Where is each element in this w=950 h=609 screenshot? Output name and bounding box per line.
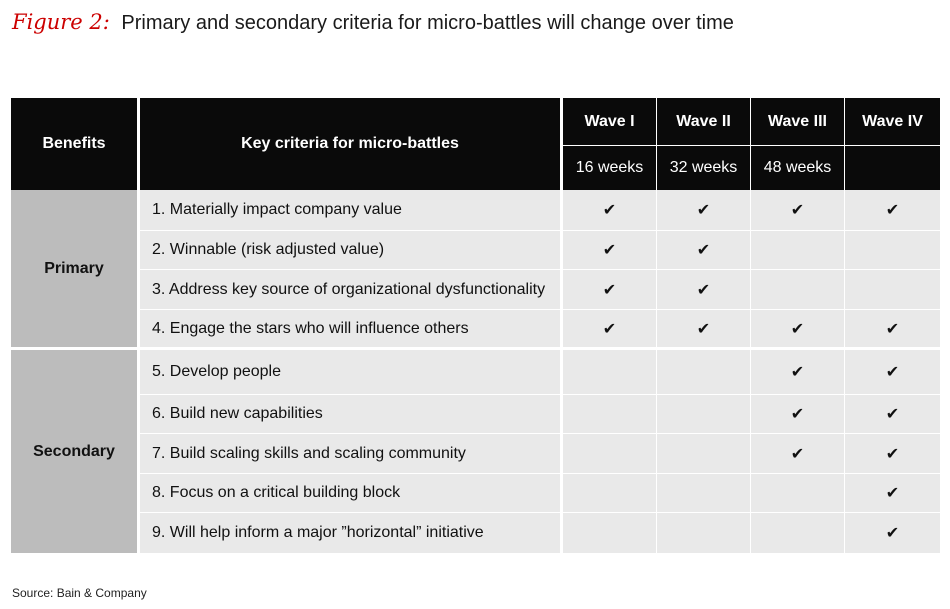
benefit-label-secondary: Secondary — [11, 350, 140, 553]
benefit-label-primary: Primary — [11, 190, 140, 350]
wave-1-cell — [563, 190, 657, 231]
wave-4-cell — [845, 350, 940, 395]
table-row — [11, 513, 940, 553]
checkmark-icon: ✔ — [790, 406, 805, 423]
wave-3-cell — [751, 395, 845, 434]
wave-1-cell — [563, 231, 657, 270]
table-row — [11, 474, 940, 513]
source-note: Source: Bain & Company — [12, 586, 147, 600]
criterion-label: 2. Winnable (risk adjusted value) — [140, 231, 563, 270]
figure-label: Figure 2: — [12, 10, 110, 34]
header-wave-2-duration: 32 weeks — [657, 146, 751, 190]
wave-3-cell — [751, 474, 845, 513]
wave-4-cell — [845, 190, 940, 231]
checkmark-icon: ✔ — [602, 242, 617, 259]
wave-1-cell — [563, 270, 657, 310]
wave-1-cell — [563, 474, 657, 513]
checkmark-icon: ✔ — [885, 525, 900, 542]
figure-title-text: Primary and secondary criteria for micro-battles will change over time — [121, 12, 734, 34]
header-wave-3: Wave III — [751, 98, 845, 146]
wave-3-cell — [751, 270, 845, 310]
criterion-label: 9. Will help inform a major ”horizontal” initiative — [140, 513, 563, 553]
checkmark-icon: ✔ — [885, 445, 900, 463]
wave-4-cell — [845, 474, 940, 513]
table-row — [11, 350, 940, 395]
wave-2-cell — [657, 350, 751, 395]
header-wave-1-duration: 16 weeks — [563, 146, 657, 190]
wave-3-cell — [751, 513, 845, 553]
checkmark-icon: ✔ — [602, 202, 617, 219]
checkmark-icon: ✔ — [696, 202, 711, 219]
criteria-table — [11, 98, 940, 553]
checkmark-icon: ✔ — [790, 364, 805, 381]
checkmark-icon: ✔ — [790, 445, 805, 463]
wave-1-cell — [563, 395, 657, 434]
table-row — [11, 434, 940, 474]
checkmark-icon: ✔ — [696, 281, 711, 299]
header-wave-4: Wave IV — [845, 98, 940, 146]
header-wave-1: Wave I — [563, 98, 657, 146]
header-criteria: Key criteria for micro-battles — [140, 98, 563, 190]
wave-3-cell — [751, 231, 845, 270]
wave-3-cell — [751, 190, 845, 231]
wave-2-cell — [657, 310, 751, 350]
wave-1-cell — [563, 434, 657, 474]
table-row — [11, 395, 940, 434]
wave-3-cell — [751, 310, 845, 350]
checkmark-icon: ✔ — [885, 320, 900, 338]
wave-4-cell — [845, 434, 940, 474]
header-wave-4-duration — [845, 146, 940, 190]
checkmark-icon: ✔ — [885, 485, 900, 502]
wave-3-cell — [751, 434, 845, 474]
wave-4-cell — [845, 231, 940, 270]
criterion-label: 7. Build scaling skills and scaling community — [140, 434, 563, 474]
wave-2-cell — [657, 513, 751, 553]
criteria-table-body — [11, 190, 940, 553]
wave-1-cell — [563, 350, 657, 395]
wave-1-cell — [563, 310, 657, 350]
checkmark-icon: ✔ — [602, 281, 617, 299]
wave-2-cell — [657, 270, 751, 310]
table-row — [11, 270, 940, 310]
checkmark-icon: ✔ — [885, 364, 900, 381]
table-row — [11, 231, 940, 270]
criterion-label: 8. Focus on a critical building block — [140, 474, 563, 513]
checkmark-icon: ✔ — [696, 320, 711, 338]
wave-4-cell — [845, 270, 940, 310]
wave-1-cell — [563, 513, 657, 553]
criterion-label: 4. Engage the stars who will influence others — [140, 310, 563, 350]
wave-2-cell — [657, 231, 751, 270]
checkmark-icon: ✔ — [696, 242, 711, 259]
criterion-label: 5. Develop people — [140, 350, 563, 395]
criterion-label: 1. Materially impact company value — [140, 190, 563, 231]
checkmark-icon: ✔ — [885, 202, 900, 219]
checkmark-icon: ✔ — [602, 320, 617, 338]
wave-2-cell — [657, 395, 751, 434]
wave-4-cell — [845, 395, 940, 434]
header-wave-3-duration: 48 weeks — [751, 146, 845, 190]
wave-4-cell — [845, 513, 940, 553]
table-row — [11, 190, 940, 231]
wave-4-cell — [845, 310, 940, 350]
checkmark-icon: ✔ — [790, 320, 805, 338]
criterion-label: 3. Address key source of organizational dysfunctionality — [140, 270, 563, 310]
header-wave-2: Wave II — [657, 98, 751, 146]
checkmark-icon: ✔ — [885, 406, 900, 423]
header-benefits: Benefits — [11, 98, 140, 190]
figure-title — [12, 10, 734, 35]
wave-3-cell — [751, 350, 845, 395]
checkmark-icon: ✔ — [790, 202, 805, 219]
wave-2-cell — [657, 190, 751, 231]
criterion-label: 6. Build new capabilities — [140, 395, 563, 434]
wave-2-cell — [657, 474, 751, 513]
table-row — [11, 310, 940, 350]
wave-2-cell — [657, 434, 751, 474]
